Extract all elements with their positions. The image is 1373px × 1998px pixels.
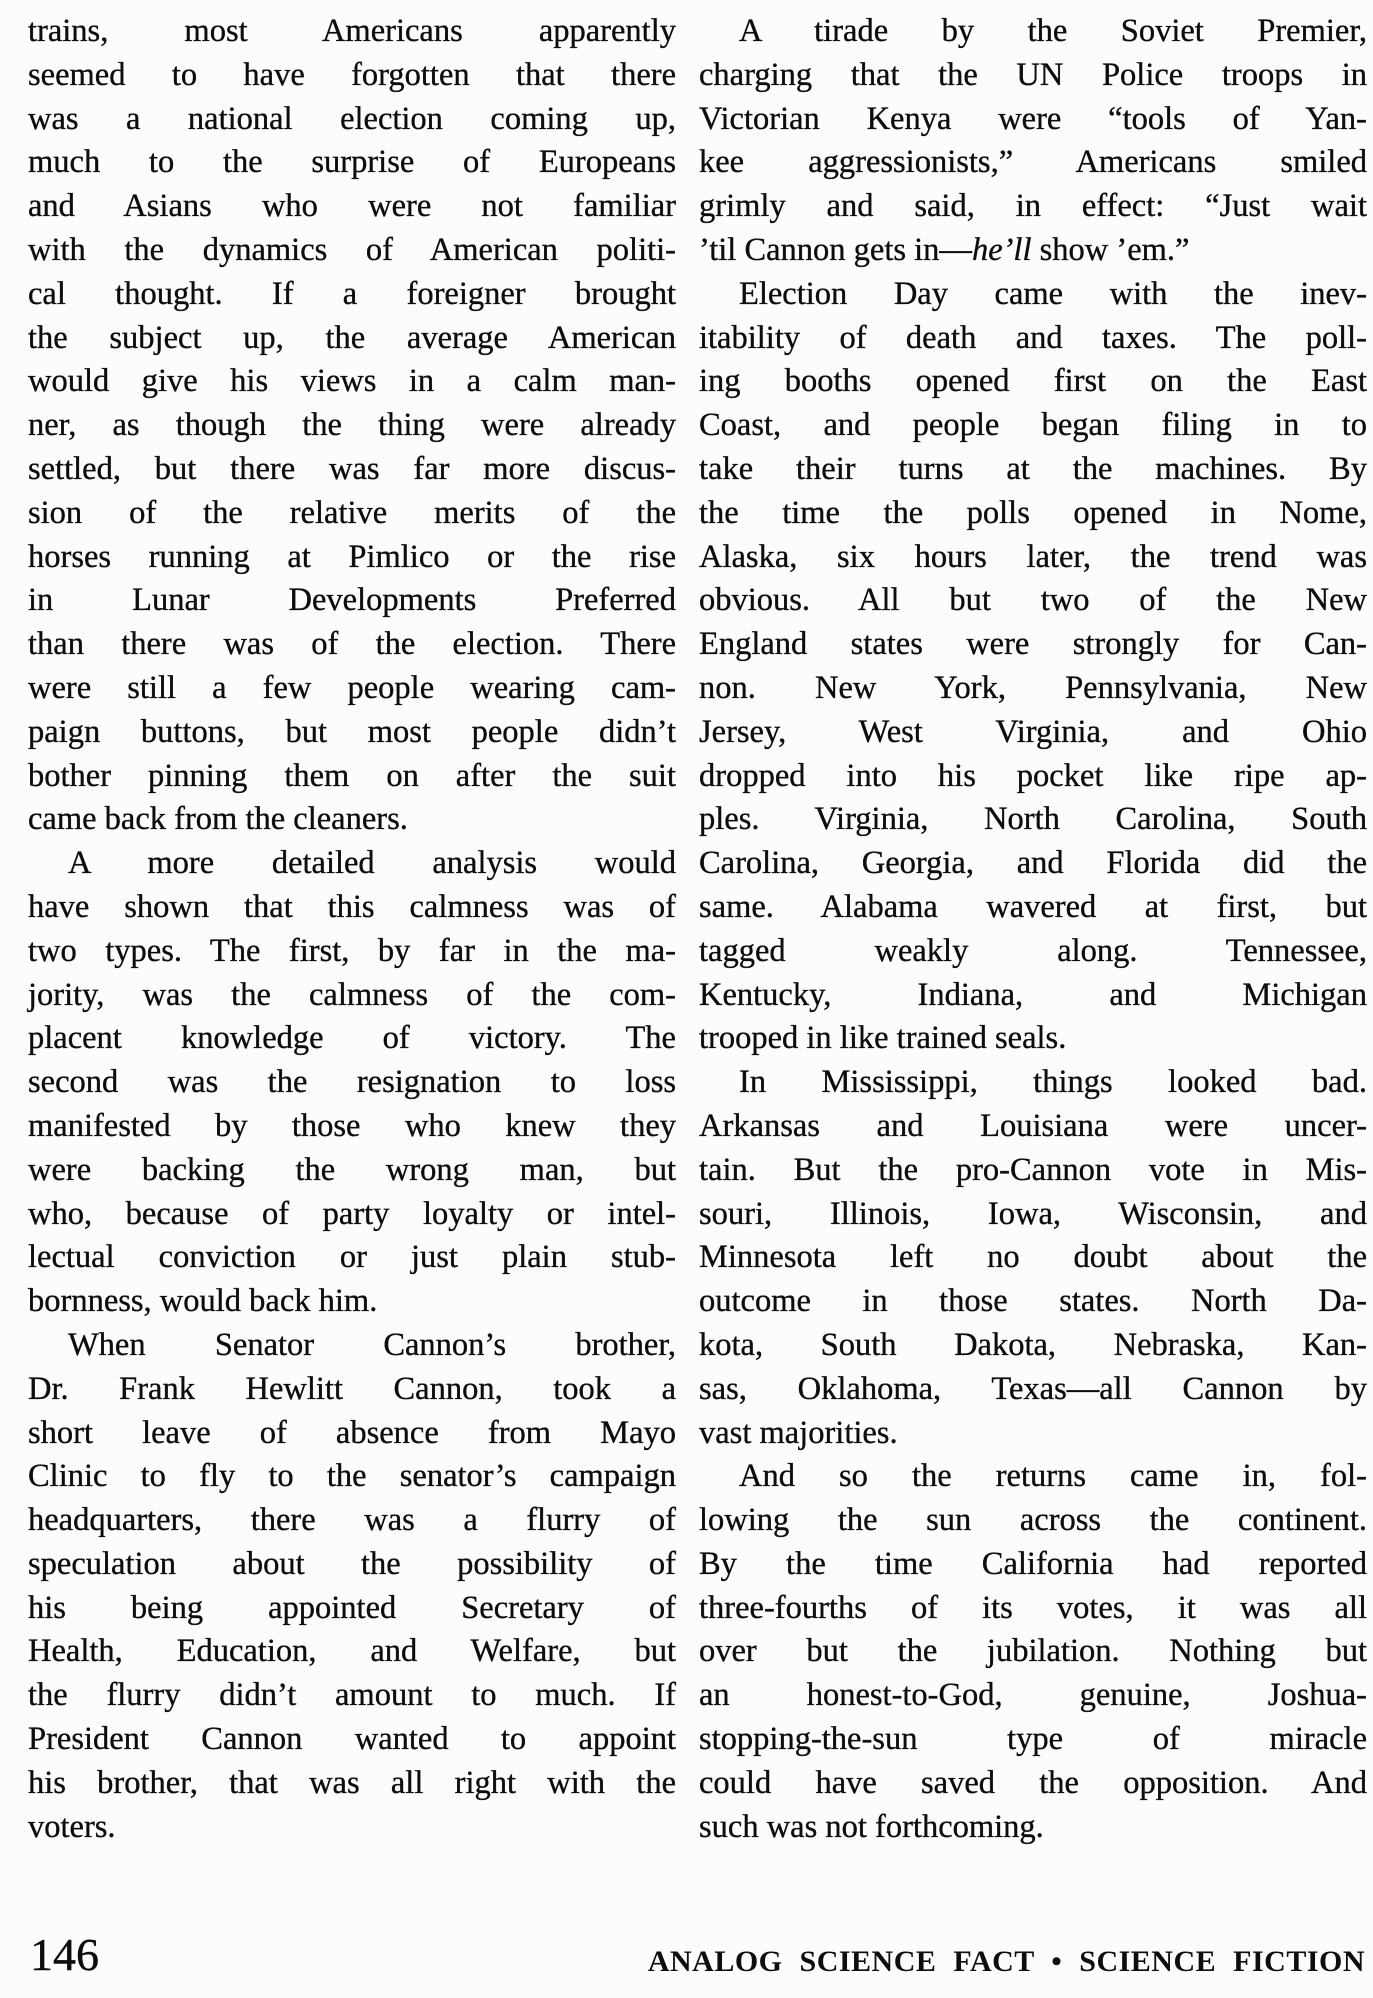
text-line: Jersey, West Virginia, and Ohio: [699, 713, 1367, 750]
text-line: than there was of the election. There: [28, 626, 676, 663]
paragraph: [699, 10, 1367, 273]
text-line: have shown that this calmness was of: [28, 888, 676, 925]
text-line: the flurry didn’t amount to much. If: [28, 1677, 676, 1714]
page-number: 146: [30, 1929, 99, 1980]
text-line: dropped into his pocket like ripe ap-: [699, 757, 1367, 794]
text-line: A more detailed analysis would: [68, 845, 676, 882]
text-line: and Asians who were not familiar: [28, 188, 676, 225]
text-line: grimly and said, in effect: “Just wait: [699, 188, 1367, 225]
text-line: Arkansas and Louisiana were uncer-: [699, 1107, 1367, 1144]
text-line: ner, as though the thing were already: [28, 407, 676, 444]
text-line: A tirade by the Soviet Premier,: [739, 13, 1367, 49]
paragraph: [699, 1455, 1367, 1849]
text-line: Kentucky, Indiana, and Michigan: [699, 976, 1367, 1013]
text-line: his being appointed Secretary of: [28, 1589, 676, 1626]
text-line: trooped in like trained seals.: [699, 1020, 1067, 1057]
text-column-right: [699, 10, 1367, 1849]
text-line: in Lunar Developments Preferred: [28, 582, 676, 619]
text-line: tain. But the pro-Cannon vote in Mis-: [699, 1151, 1367, 1188]
paragraph: [28, 1324, 676, 1850]
text-line: two types. The first, by far in the ma-: [28, 932, 676, 969]
paragraph: [28, 842, 676, 1324]
text-line: would give his views in a calm man-: [28, 363, 676, 400]
text-line: President Cannon wanted to appoint: [28, 1721, 676, 1758]
text-line: such was not forthcoming.: [699, 1808, 1044, 1845]
text-column-left: [28, 10, 676, 1849]
text-line: souri, Illinois, Iowa, Wisconsin, and: [699, 1195, 1367, 1232]
text-line: was a national election coming up,: [28, 100, 676, 137]
text-line: England states were strongly for Can-: [699, 626, 1367, 663]
text-line: headquarters, there was a flurry of: [28, 1502, 676, 1539]
text-line: three-fourths of its votes, it was all: [699, 1589, 1367, 1626]
text-line: kee aggressionists,” Americans smiled: [699, 144, 1367, 181]
text-line: short leave of absence from Mayo: [28, 1414, 676, 1451]
text-line: voters.: [28, 1808, 116, 1845]
text-line: non. New York, Pennsylvania, New: [699, 669, 1367, 706]
text-line: kota, South Dakota, Nebraska, Kan-: [699, 1326, 1367, 1363]
text-line: outcome in those states. North Da-: [699, 1283, 1367, 1320]
text-line: speculation about the possibility of: [28, 1545, 676, 1582]
text-line: Alaska, six hours later, the trend was: [699, 538, 1367, 575]
text-line: ’til Cannon gets in—he’ll show ’em.”: [699, 231, 1190, 268]
text-line: the subject up, the average American: [28, 319, 676, 356]
text-line: tagged weakly along. Tennessee,: [699, 932, 1367, 969]
text-line: second was the resignation to loss: [28, 1064, 676, 1101]
text-line: trains, most Americans apparently: [28, 13, 676, 49]
text-line: Health, Education, and Welfare, but: [28, 1633, 676, 1670]
text-line: When Senator Cannon’s brother,: [68, 1326, 676, 1363]
text-line: Coast, and people began filing in to: [699, 407, 1367, 444]
text-line: In Mississippi, things looked bad.: [739, 1064, 1367, 1101]
text-line: the time the polls opened in Nome,: [699, 494, 1367, 531]
text-line: lectual conviction or just plain stub-: [28, 1239, 676, 1276]
text-line: were backing the wrong man, but: [28, 1151, 676, 1188]
text-line: much to the surprise of Europeans: [28, 144, 676, 181]
text-line: cal thought. If a foreigner brought: [28, 275, 676, 312]
text-line: Victorian Kenya were “tools of Yan-: [699, 100, 1367, 137]
text-line: ing booths opened first on the East: [699, 363, 1367, 400]
paragraph: [699, 273, 1367, 1061]
text-line: Clinic to fly to the senator’s campaign: [28, 1458, 676, 1495]
text-line: came back from the cleaners.: [28, 801, 408, 838]
text-line: lowing the sun across the continent.: [699, 1502, 1367, 1539]
text-line: manifested by those who knew they: [28, 1107, 676, 1144]
text-line: paign buttons, but most people didn’t: [28, 713, 676, 750]
text-line: with the dynamics of American politi-: [28, 231, 676, 268]
text-line: same. Alabama wavered at first, but: [699, 888, 1367, 925]
text-line: itability of death and taxes. The poll-: [699, 319, 1367, 356]
text-line: settled, but there was far more discus-: [28, 450, 676, 487]
text-line: an honest-to-God, genuine, Joshua-: [699, 1677, 1367, 1714]
journal-title: ANALOG SCIENCE FACT • SCIENCE FICTION: [647, 1945, 1365, 1978]
text-line: Carolina, Georgia, and Florida did the: [699, 845, 1367, 882]
text-line: sion of the relative merits of the: [28, 494, 676, 531]
text-line: And so the returns came in, fol-: [739, 1458, 1367, 1495]
text-line: horses running at Pimlico or the rise: [28, 538, 676, 575]
paragraph: [28, 10, 676, 842]
text-line: placent knowledge of victory. The: [28, 1020, 676, 1057]
text-line: stopping-the-sun type of miracle: [699, 1721, 1367, 1758]
text-line: sas, Oklahoma, Texas—all Cannon by: [699, 1370, 1367, 1407]
text-line: jority, was the calmness of the com-: [28, 976, 676, 1013]
text-line: who, because of party loyalty or intel-: [28, 1195, 676, 1232]
text-line: Dr. Frank Hewlitt Cannon, took a: [28, 1370, 676, 1407]
text-line: bother pinning them on after the suit: [28, 757, 676, 794]
text-line: ples. Virginia, North Carolina, South: [699, 801, 1367, 838]
text-line: could have saved the opposition. And: [699, 1764, 1367, 1801]
text-line: seemed to have forgotten that there: [28, 56, 676, 93]
text-line: Election Day came with the inev-: [739, 275, 1367, 312]
text-line: take their turns at the machines. By: [699, 450, 1367, 487]
text-line: his brother, that was all right with the: [28, 1764, 676, 1801]
text-line: over but the jubilation. Nothing but: [699, 1633, 1367, 1670]
text-line: charging that the UN Police troops in: [699, 56, 1367, 93]
text-line: obvious. All but two of the New: [699, 582, 1367, 619]
text-line: bornness, would back him.: [28, 1283, 378, 1320]
text-line: vast majorities.: [699, 1414, 898, 1451]
paragraph: [699, 1061, 1367, 1455]
text-line: were still a few people wearing cam-: [28, 669, 676, 706]
text-line: Minnesota left no doubt about the: [699, 1239, 1367, 1276]
text-line: By the time California had reported: [699, 1545, 1367, 1582]
